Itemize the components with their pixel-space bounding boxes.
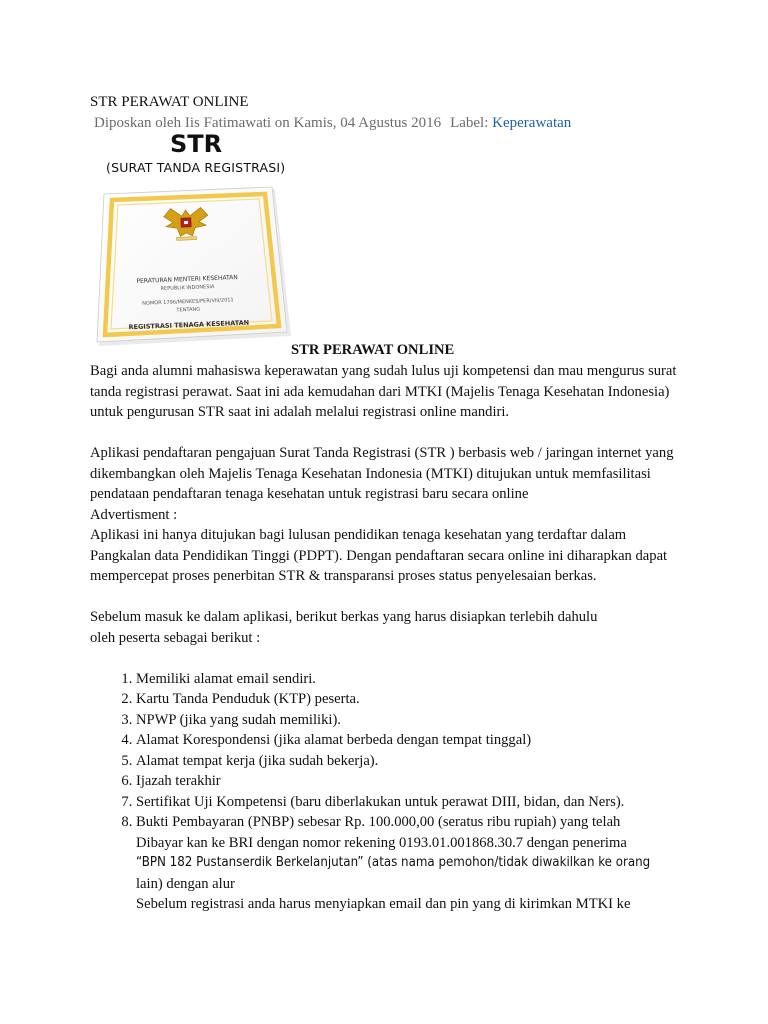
content-heading: STR PERAWAT ONLINE bbox=[291, 342, 455, 358]
requirements-list bbox=[90, 669, 680, 915]
certificate-line-1: PERATURAN MENTERI KESEHATAN bbox=[136, 274, 238, 285]
list-item: 7. Sertifikat Uji Kompetensi (baru diberlakukan untuk perawat DIII, bidan, dan Ners). bbox=[136, 792, 680, 813]
list-item: 2. Kartu Tanda Penduduk (KTP) peserta. bbox=[136, 689, 680, 710]
payment-line-4: lain) dengan alur bbox=[136, 875, 235, 892]
post-title: STR PERAWAT ONLINE bbox=[90, 94, 249, 110]
paragraph-requirements-intro: Sebelum masuk ke dalam aplikasi, berikut berkas yang harus disiapkan terlebih dahulu bbox=[90, 609, 598, 625]
paragraph-pdpt: Aplikasi ini hanya ditujukan bagi lulusan pendidikan tenaga kesehatan yang terdaftar dalam Pangkalan data Pendidikan Tinggi (PDPT). Dengan pendaftaran secara online ini diharapkan dapat mempercepat proses penerbitan STR & transparansi proses status penyelesaian berkas. bbox=[90, 527, 668, 584]
certificate-line-3: NOMOR 1796/MENKES/PER/VIII/2011 bbox=[142, 297, 234, 307]
article-body bbox=[90, 361, 680, 915]
label-link-keperawatan[interactable]: Keperawatan bbox=[492, 115, 572, 131]
certificate-line-4: TENTANG bbox=[176, 306, 201, 314]
payment-line-1: 8. Bukti Pembayaran (PNBP) sebesar Rp. 100.000,00 (seratus ribu rupiah) yang telah bbox=[136, 814, 621, 830]
list-item: 6. Ijazah terakhir bbox=[136, 771, 680, 792]
certificate-line-5: REGISTRASI TENAGA KESEHATAN bbox=[128, 318, 250, 332]
post-label-caption: Label: bbox=[450, 115, 489, 131]
str-illustration bbox=[94, 126, 294, 346]
certificate-line-2: REPUBLIK INDONESIA bbox=[160, 283, 215, 293]
list-item: 4. Alamat Korespondensi (jika alamat berbeda dengan tempat tinggal) bbox=[136, 730, 680, 751]
payment-line-5: Sebelum registrasi anda harus menyiapkan email dan pin yang di kirimkan MTKI ke bbox=[136, 896, 631, 912]
advertisement-label: Advertisment : bbox=[90, 506, 178, 523]
illustration-title: STR bbox=[170, 130, 223, 158]
certificate-text bbox=[113, 273, 263, 332]
paragraph-application: Aplikasi pendaftaran pengajuan Surat Tanda Registrasi (STR ) berbasis web / jaringan internet yang dikembangkan oleh Majelis Tenaga Kesehatan Indonesia (MTKI) ditujukan untuk memfasilitasi pendataan pendaftaran tenaga kesehatan untuk registrasi baru secara online bbox=[90, 445, 674, 502]
list-item: 3. NPWP (jika yang sudah memiliki). bbox=[136, 710, 680, 731]
certificate-image bbox=[94, 184, 294, 348]
paragraph-intro: Bagi anda alumni mahasiswa keperawatan yang sudah lulus uji kompetensi dan mau mengurus surat tanda registrasi perawat. Saat ini ada kemudahan dari MTKI (Majelis Tenaga Kesehatan Indonesia) untuk pengurusan STR saat ini adalah melalui registrasi online mandiri. bbox=[90, 363, 677, 420]
post-author-date: Diposkan oleh Iis Fatimawati on Kamis, 04 Agustus 2016 bbox=[94, 115, 442, 131]
list-item-payment bbox=[136, 812, 680, 915]
payment-line-3: “BPN 182 Pustanserdik Berkelanjutan” (atas nama pemohon/tidak diwakilkan ke orang bbox=[136, 855, 651, 870]
list-item: 1. Memiliki alamat email sendiri. bbox=[136, 669, 680, 690]
paragraph-requirements-intro-2: oleh peserta sebagai berikut : bbox=[90, 629, 261, 646]
list-item: 5. Alamat tempat kerja (jika sudah bekerja). bbox=[136, 751, 680, 772]
illustration-subtitle: (SURAT TANDA REGISTRASI) bbox=[106, 160, 286, 175]
payment-line-2: Dibayar kan ke BRI dengan nomor rekening 0193.01.001868.30.7 dengan penerima bbox=[136, 834, 627, 851]
